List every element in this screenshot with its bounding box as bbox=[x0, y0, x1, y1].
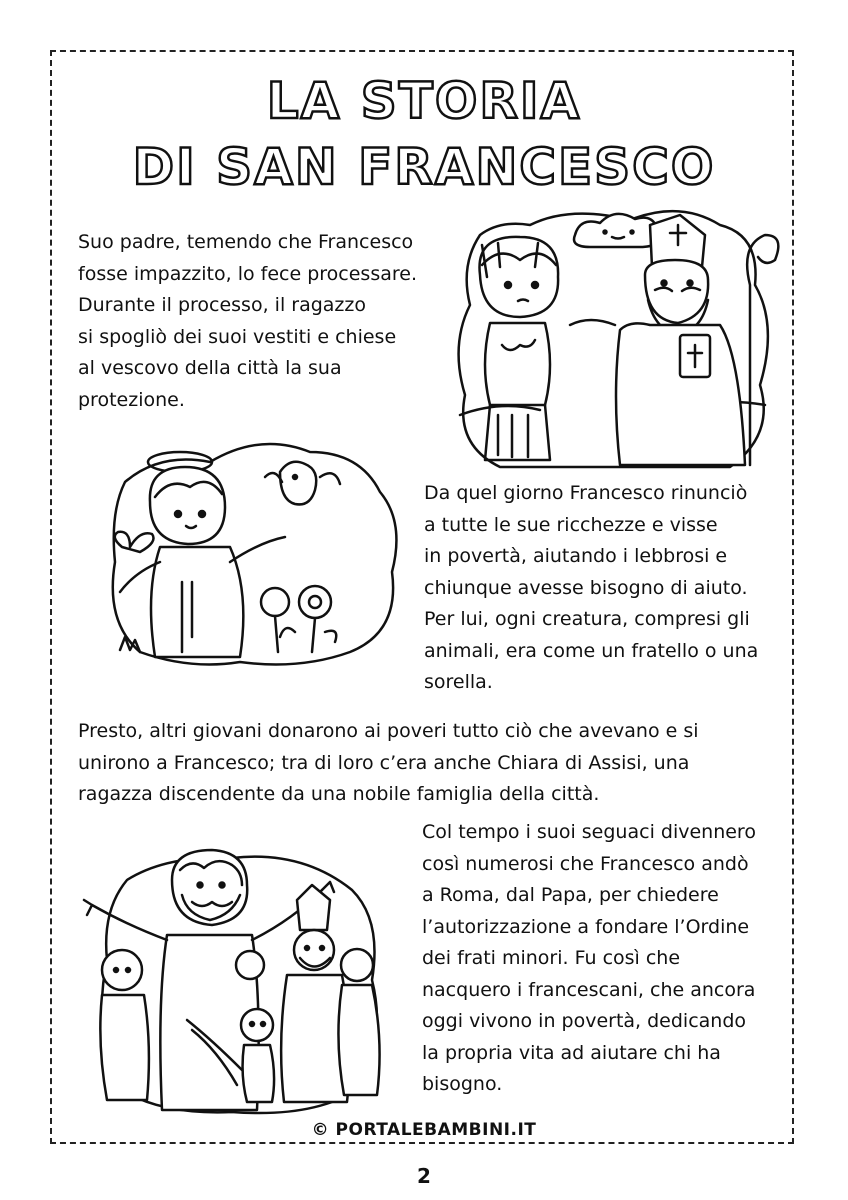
copyright-credit: © PORTALEBAMBINI.IT bbox=[311, 1120, 537, 1140]
paragraph-followers: Presto, altri giovani donarono ai poveri tutto ciò che avevano e si unirono a Francesco; tra di loro c’era anche Chiara di Assisi, una ragazza discendente da una nobile famiglia della città. bbox=[78, 720, 699, 805]
page-number: 2 bbox=[417, 1164, 431, 1188]
page-title-line1: LA STORIA bbox=[266, 72, 582, 130]
paragraph-poverty: Da quel giorno Francesco rinunciò a tutte le sue ricchezze e visse in povertà, aiutando i lebbrosi e chiunque avesse bisogno di aiuto. Per lui, ogni creatura, compresi gli animali, era come un fratello o una sorella. bbox=[424, 482, 759, 693]
francesco-animals-illustration bbox=[100, 422, 410, 670]
page-title-line2: DI SAN FRANCESCO bbox=[132, 138, 716, 196]
francesco-followers-illustration bbox=[72, 840, 402, 1125]
francesco-bishop-illustration bbox=[440, 205, 780, 475]
paragraph-trial: Suo padre, temendo che Francesco fosse impazzito, lo fece processare. Durante il processo, il ragazzo si spogliò dei suoi vestiti e chiese al vescovo della città la sua protezione. bbox=[78, 231, 417, 411]
paragraph-order: Col tempo i suoi seguaci divennero così numerosi che Francesco andò a Roma, dal Papa, per chiedere l’autorizzazione a fondare l’Ordine dei frati minori. Fu così che nacquero i francescani, che ancora oggi vivono in povertà, dedicando la propria vita ad aiutare chi ha bisogno. bbox=[422, 821, 756, 1095]
